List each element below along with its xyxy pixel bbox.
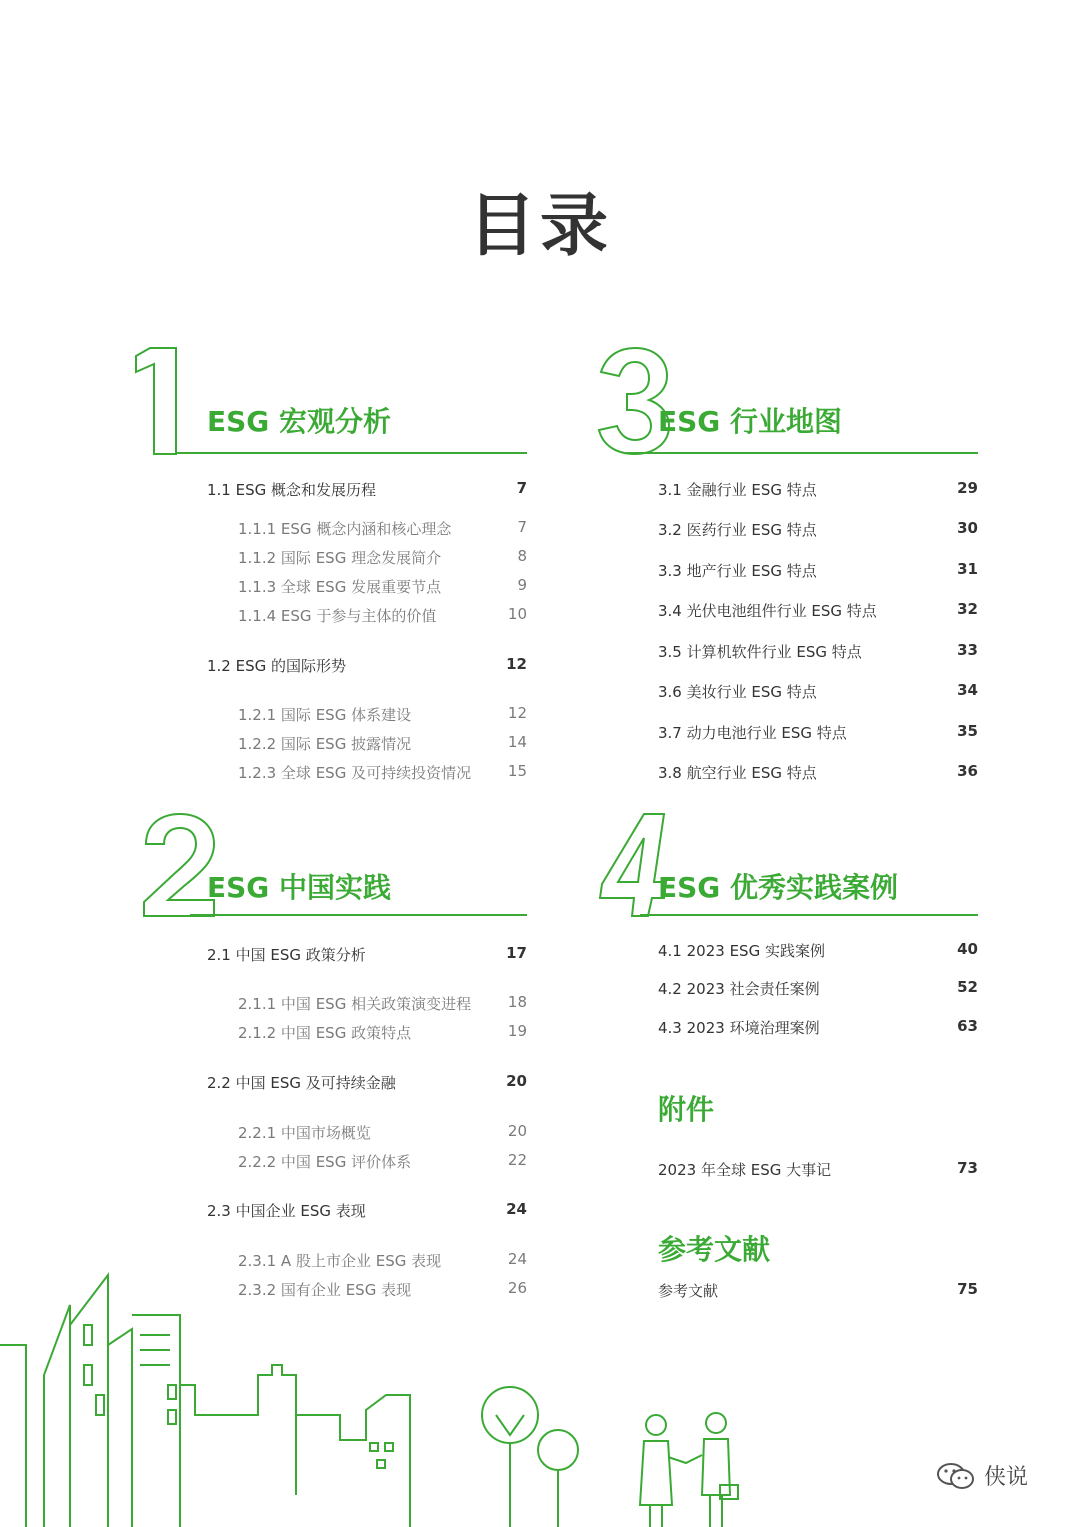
toc-row-label: 1.2.2 国际 ESG 披露情况 (238, 735, 412, 753)
toc-row-page: 8 (517, 547, 527, 565)
toc-row-label: 2.1 中国 ESG 政策分析 (207, 946, 366, 964)
toc-row-page: 22 (507, 1151, 527, 1169)
toc-row-label: 3.5 计算机软件行业 ESG 特点 (658, 643, 862, 661)
appendix-title: 附件 (658, 1093, 715, 1126)
toc-row-label: 2.1.1 中国 ESG 相关政策演变进程 (238, 995, 472, 1013)
section-2-underline (190, 914, 527, 916)
toc-row-page: 52 (957, 978, 978, 996)
toc-row-page: 12 (506, 655, 527, 673)
toc-row-label: 1.1 ESG 概念和发展历程 (207, 481, 377, 499)
toc-row-page: 12 (507, 704, 527, 722)
appendix-row-label: 2023 年全球 ESG 大事记 (658, 1161, 832, 1179)
toc-row-page: 40 (957, 940, 978, 958)
toc-row-label: 2.3.1 A 股上市企业 ESG 表现 (238, 1252, 442, 1270)
toc-row-page: 18 (507, 993, 527, 1011)
toc-row-page: 32 (957, 600, 978, 618)
toc-row[interactable] (658, 600, 978, 621)
references-row-page: 75 (957, 1280, 978, 1298)
toc-row-page: 30 (957, 519, 978, 537)
toc-row-label: 2.2.1 中国市场概览 (238, 1124, 371, 1142)
wechat-icon (936, 1461, 976, 1491)
toc-row-page: 20 (506, 1072, 527, 1090)
appendix-row-page: 73 (957, 1159, 978, 1177)
toc-row-label: 3.7 动力电池行业 ESG 特点 (658, 724, 847, 742)
toc-row-label: 3.2 医药行业 ESG 特点 (658, 521, 817, 539)
toc-row[interactable] (238, 1151, 527, 1172)
toc-row-label: 3.6 美妆行业 ESG 特点 (658, 683, 817, 701)
toc-row[interactable] (238, 576, 527, 597)
toc-row-page: 7 (516, 479, 527, 497)
toc-row-label: 3.3 地产行业 ESG 特点 (658, 562, 817, 580)
references-row-label: 参考文献 (658, 1282, 719, 1300)
toc-row-label: 4.1 2023 ESG 实践案例 (658, 942, 825, 960)
appendix-row[interactable] (658, 1159, 978, 1180)
toc-row-page: 26 (507, 1279, 527, 1297)
toc-row[interactable] (238, 704, 527, 725)
toc-row-page: 15 (507, 762, 527, 780)
section-2-title: ESG 中国实践 (207, 871, 392, 904)
toc-row[interactable] (238, 547, 527, 568)
toc-row-label: 1.1.2 国际 ESG 理念发展简介 (238, 549, 442, 567)
toc-row[interactable] (658, 519, 978, 540)
toc-row-label: 2.2.2 中国 ESG 评价体系 (238, 1153, 412, 1171)
toc-row-page: 24 (506, 1200, 527, 1218)
toc-row-page: 20 (507, 1122, 527, 1140)
toc-row[interactable] (238, 733, 527, 754)
section-1-underline (175, 452, 527, 454)
toc-row[interactable] (238, 762, 527, 783)
toc-row[interactable] (658, 681, 978, 702)
toc-row[interactable] (207, 944, 527, 965)
watermark (936, 1460, 1028, 1491)
toc-row-page: 19 (507, 1022, 527, 1040)
toc-row[interactable] (658, 722, 978, 743)
toc-row[interactable] (658, 762, 978, 783)
toc-row-label: 1.2 ESG 的国际形势 (207, 657, 347, 675)
toc-row-page: 9 (517, 576, 527, 594)
toc-row[interactable] (238, 605, 527, 626)
toc-row-page: 17 (506, 944, 527, 962)
toc-row-page: 35 (957, 722, 978, 740)
toc-row-label: 2.3 中国企业 ESG 表现 (207, 1202, 366, 1220)
toc-row[interactable] (658, 560, 978, 581)
toc-row[interactable] (207, 1200, 527, 1221)
toc-row[interactable] (238, 993, 527, 1014)
toc-row-page: 24 (507, 1250, 527, 1268)
toc-row-label: 4.3 2023 环境治理案例 (658, 1019, 820, 1037)
toc-row[interactable] (658, 1017, 978, 1038)
toc-row-page: 36 (957, 762, 978, 780)
toc-row-page: 63 (957, 1017, 978, 1035)
toc-row-label: 4.2 2023 社会责任案例 (658, 980, 820, 998)
toc-row-label: 3.4 光伏电池组件行业 ESG 特点 (658, 602, 877, 620)
toc-row-label: 2.1.2 中国 ESG 政策特点 (238, 1024, 412, 1042)
toc-row[interactable] (658, 641, 978, 662)
toc-row-page: 31 (957, 560, 978, 578)
toc-row[interactable] (658, 978, 978, 999)
toc-row-label: 1.2.3 全球 ESG 及可持续投资情况 (238, 764, 472, 782)
cityscape-illustration (0, 1265, 1080, 1527)
section-4-underline (640, 914, 978, 916)
toc-row[interactable] (207, 1072, 527, 1093)
toc-row-page: 34 (957, 681, 978, 699)
watermark-text: 侠说 (984, 1465, 1029, 1490)
toc-row-page: 29 (957, 479, 978, 497)
toc-row-page: 7 (517, 518, 527, 536)
references-title: 参考文献 (658, 1233, 771, 1266)
page-title: 目录 (467, 187, 612, 266)
toc-row-label: 1.1.4 ESG 于参与主体的价值 (238, 607, 437, 625)
toc-row-page: 10 (507, 605, 527, 623)
toc-row-label: 2.2 中国 ESG 及可持续金融 (207, 1074, 396, 1092)
section-3-title: ESG 行业地图 (658, 405, 843, 438)
section-1-number-graphic (132, 346, 192, 456)
toc-row[interactable] (658, 479, 978, 500)
toc-row-label: 3.1 金融行业 ESG 特点 (658, 481, 817, 499)
toc-row[interactable] (207, 479, 527, 500)
section-4-title: ESG 优秀实践案例 (658, 871, 899, 904)
toc-row-label: 1.1.3 全球 ESG 发展重要节点 (238, 578, 442, 596)
toc-row-label: 1.1.1 ESG 概念内涵和核心理念 (238, 520, 452, 538)
toc-row-label: 3.8 航空行业 ESG 特点 (658, 764, 817, 782)
toc-row[interactable] (238, 518, 527, 539)
toc-row-page: 33 (957, 641, 978, 659)
toc-row[interactable] (238, 1122, 527, 1143)
toc-row[interactable] (658, 940, 978, 961)
section-3-underline (626, 452, 978, 454)
section-1-title: ESG 宏观分析 (207, 405, 392, 438)
toc-row-page: 14 (507, 733, 527, 751)
toc-row-label: 1.2.1 国际 ESG 体系建设 (238, 706, 412, 724)
toc-row[interactable] (238, 1022, 527, 1043)
toc-row-label: 2.3.2 国有企业 ESG 表现 (238, 1281, 412, 1299)
toc-row[interactable] (207, 655, 527, 676)
